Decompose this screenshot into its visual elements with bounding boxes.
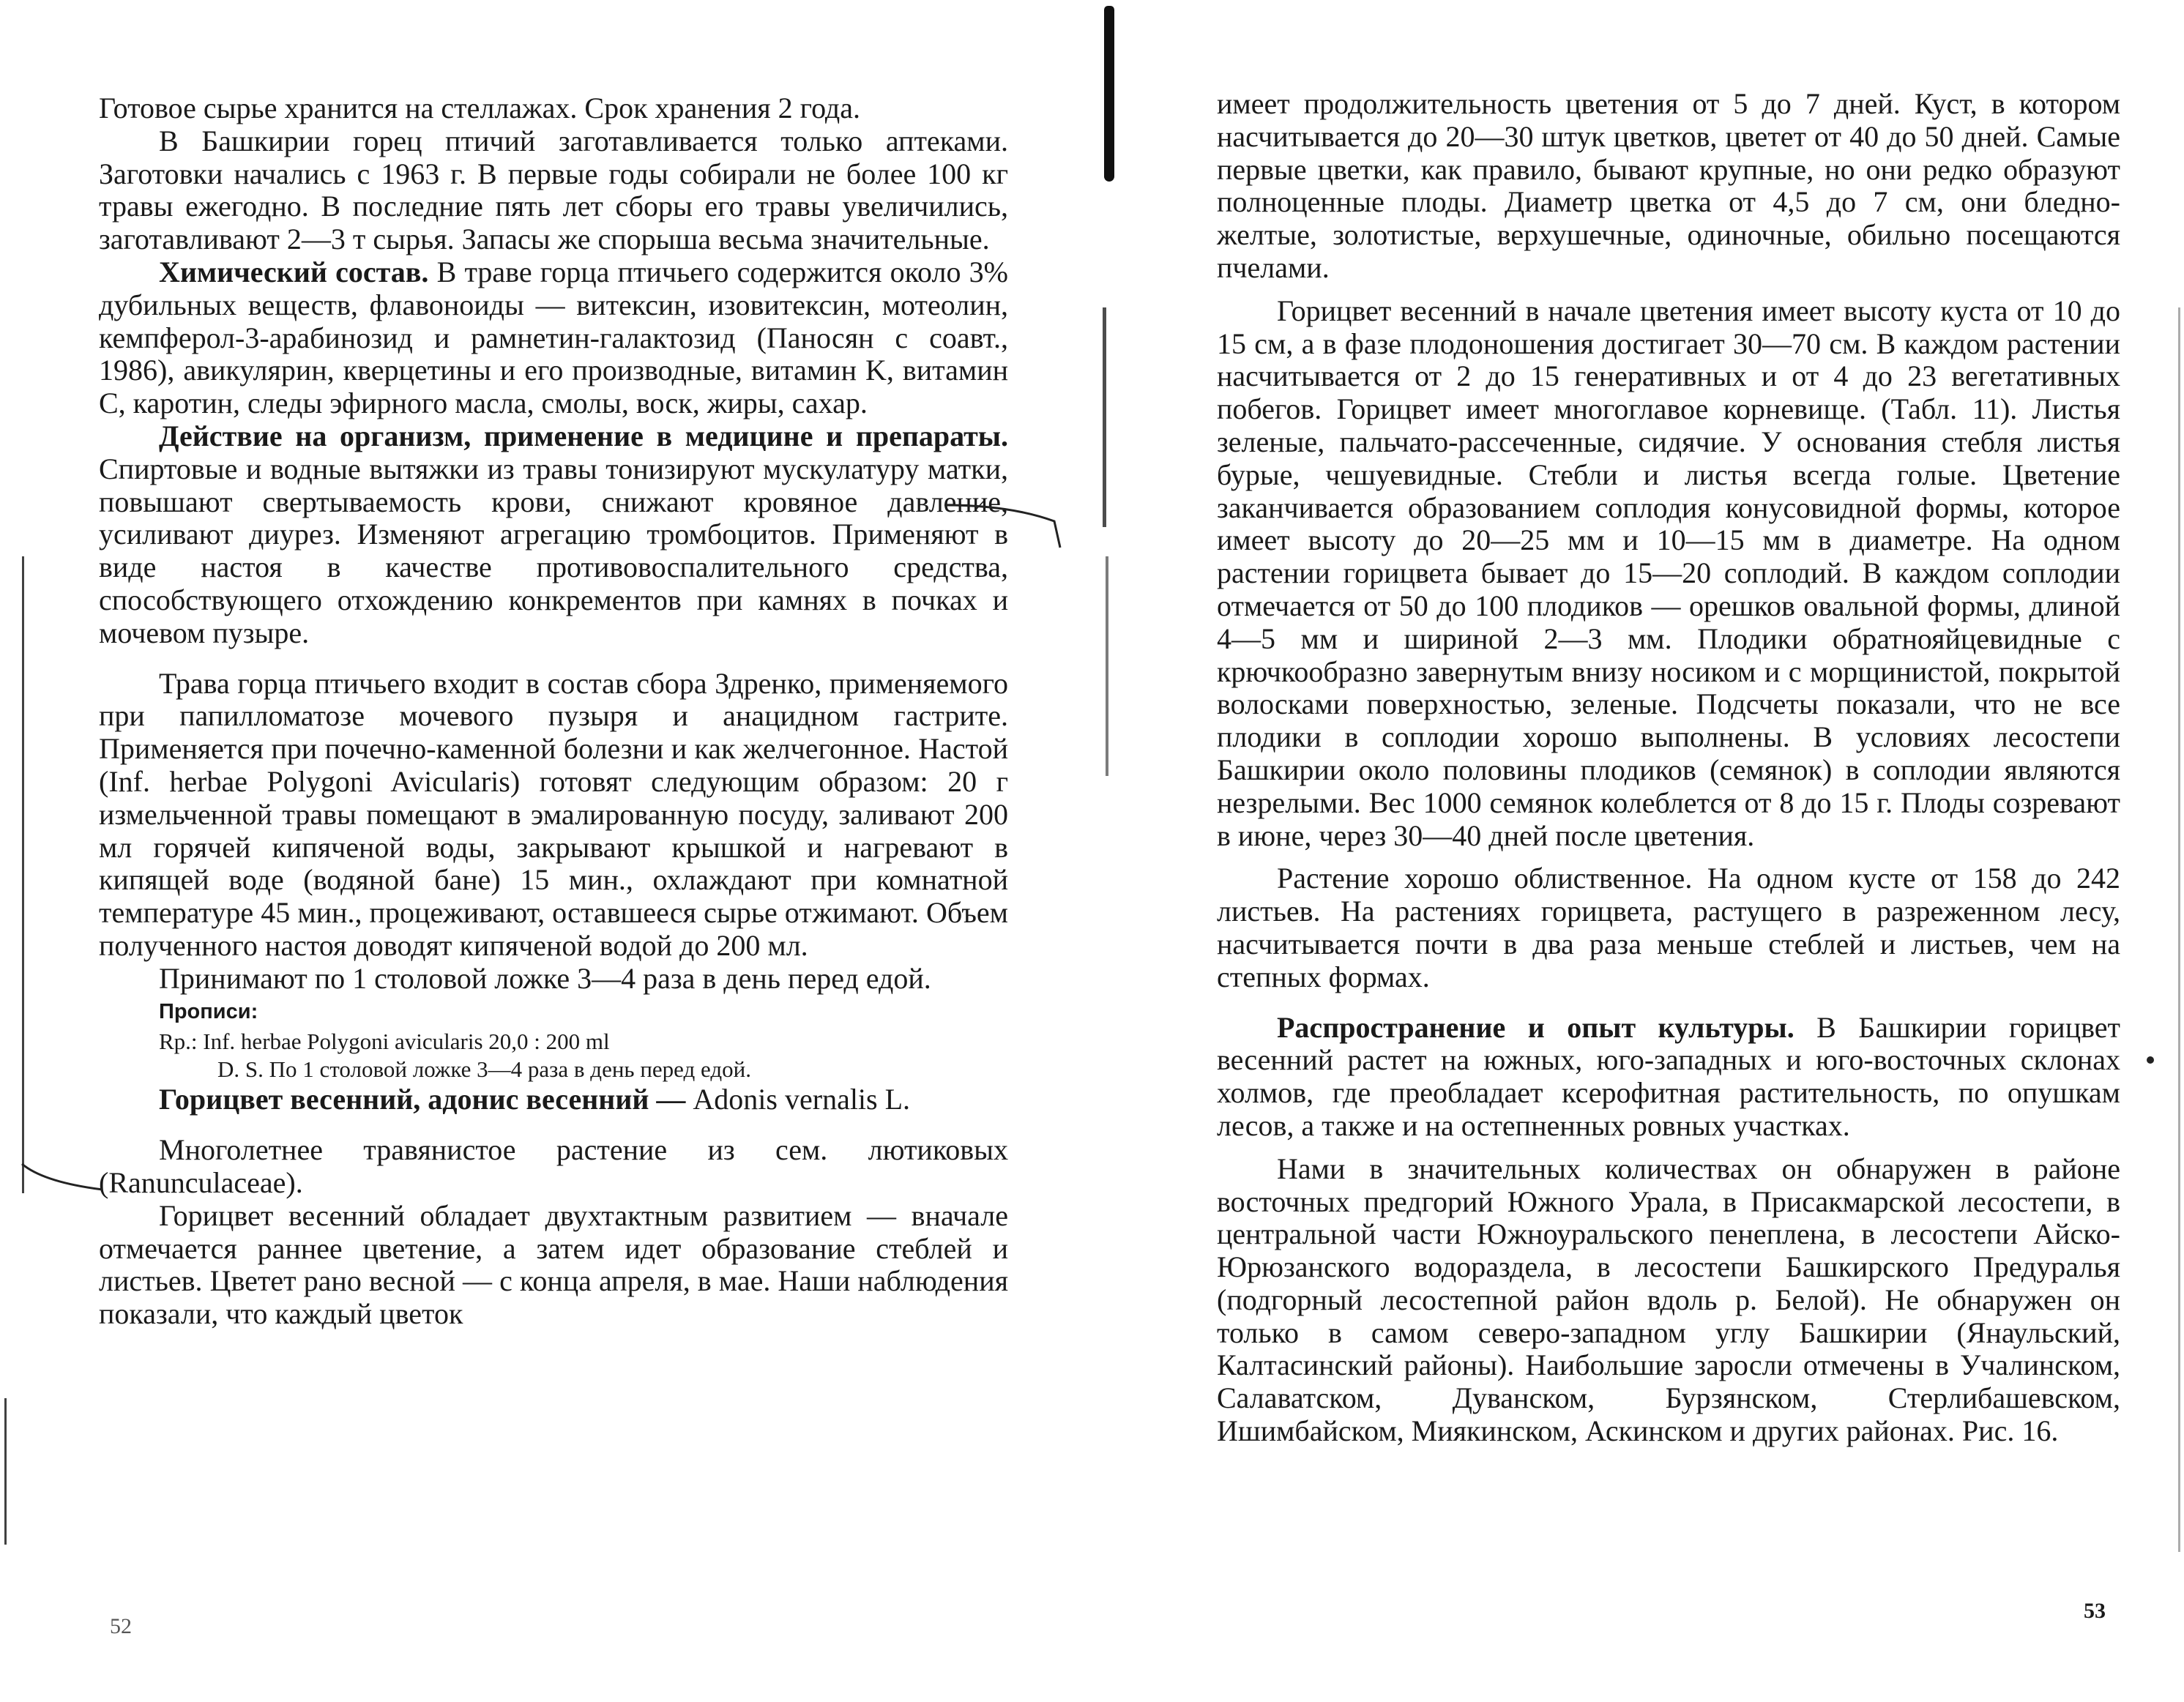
chem-text: В траве горца птичьего содержится около 3% дубильных веществ, флавоноиды — витексин, изовитексин, мотеолин, кемпферол-3-арабинозид и рамнетин-галактозид (Паносян с соавт., 1986), авикулярин, кверцетины и его производные, витамин K, витамин C, каротин, следы эфирного масла, смолы, воск, жиры, сахар. [99,255,1008,420]
rx-line-2: D. S. По 1 столовой ложке 3—4 раза в день перед едой. [217,1056,751,1083]
rx-block [99,1028,1008,1083]
left-page [0,0,1069,1702]
rx-heading: Прописи: [159,999,258,1023]
chem-heading: Химический состав. [159,255,429,288]
pencil-margin-line-lower [4,1398,7,1545]
paragraph-family: Многолетнее травянистое растение из сем. лютиковых (Ranunculaceae). [99,1133,1008,1199]
paragraph-development: Горицвет весенний обладает двухтактным развитием — вначале отмечается раннее цветение, а затем идет образование стеблей и листьев. Цветет рано весной — с конца апреля, в мае. Наши наблюдения показали, что каждый цветок [99,1198,1008,1331]
right-page [1142,0,2184,1702]
rx-line-1: Rp.: Inf. herbae Polygoni avicularis 20,0 : 200 ml [159,1029,610,1055]
paragraph-chemistry [99,256,1008,420]
paragraph-distribution [1217,1012,2120,1143]
paragraph-herb: Трава горца птичьего входит в состав сбора Здренко, применяемого при папилломатозе мочевого пузыря и анацидном гастрите. Применяется при почечно-каменной болезни и как желчегонное. Настой (Inf. herbae Polygoni Avicularis) готовят следующим образом: 20 г измельченной травы помещают в эмалированную посуду, заливают 200 мл горячей кипяченой воды, закрывают крышкой и нагревают в кипящей воде (водяной бане) 15 мин., охлаждают при комнатной температуре 45 мин., процеживают, оставшееся сырье отжимают. Объем полученного настоя доводят кипяченой водой до 200 мл. [99,666,1008,962]
page-number-left: 52 [110,1614,132,1638]
paragraph-leaves: Растение хорошо облиственное. На одном кусте от 158 до 242 листьев. На растениях горицвета, растущего в разреженном лесу, насчитывается почти в два раза меньше стеблей и листьев, чем на степных формах. [1217,862,2120,993]
plant-title [99,1083,1008,1116]
page-edge-line [2178,307,2180,1552]
paragraph-regions: Нами в значительных количествах он обнаружен в районе восточных предгорий Южного Урала, в Присакмарской лесостепи, в центральной части Южноуральского пенеплена, в лесостепи Айско-Юрюзанского водораздела, в лесостепи Башкирского Предуралья (подгорный лесостепной район вдоль р. Белой). Не обнаружен он только в самом северо-западном углу Башкирии (Янаульский, Калтасинский районы). Наибольшие заросли отмечены в Учалинском, Салаватском, Дуванском, Бурзянском, Стерлибашевском, Ишимбайском, Миякинском, Аскинском и других районах. Рис. 16. [1217,1152,2120,1448]
pencil-margin-line [22,556,24,1193]
paragraph-harvest: В Башкирии горец птичий заготавливается только аптеками. Заготовки начались с 1963 г. В первые годы собирали не более 100 кг травы ежегодно. В последние пять лет сборы его травы увеличились, заготавливают 2—3 т сырья. Запасы же спорыша весьма значительные. [99,124,1008,256]
paragraph-height: Горицвет весенний в начале цветения имеет высоту куста от 10 до 15 см, а в фазе плодоношения достигает 30—70 см. В каждом растении насчитывается от 2 до 15 генеративных и от 4 до 23 вегетативных побегов. Горицвет имеет многоглавое корневище. (Табл. 11). Листья зеленые, пальчато-рассеченные, сидячие. У основания стебля листья бурые, чешуевидные. Стебли и листья всегда голые. Цветение заканчивается образованием соплодия конусовидной формы, которое имеет высоту до 20—25 мм и 10—15 мм в диаметре. На одном растении горицвета бывает до 15—20 соплодий. В каждом соплодии отмечается от 50 до 100 плодиков — орешков овальной формы, длиной 4—5 мм и шириной 2—3 мм. Плодики обратнояйцевидные с крючкообразно завернутым внизу носиком и с морщинистой, покрытой волосками поверхностью, зеленые. Подсчеты показали, что не все плодики в соплодии хорошо выполнены. В условиях лесостепи Башкирии около половины плодиков (семянок) в соплодии являются незрелыми. Вес 1000 семянок колеблется от 8 до 15 г. Плоды созревают в июне, через 30—40 дней после цветения. [1217,294,2120,852]
paragraph-dose: Принимают по 1 столовой ложке 3—4 раза в день перед едой. [159,961,931,995]
action-heading: Действие на организм, применение в медицине и препараты. [159,419,1008,452]
plant-title-latin: Adonis vernalis L. [693,1083,911,1116]
gutter-shadow-mark [1104,6,1114,182]
action-text: Спиртовые и водные вытяжки из травы тонизируют мускулатуру матки, повышают свертываемость крови, снижают кровяное давление, усиливают диурез. Изменяют агрегацию тромбоцитов. Применяют в виде настоя в качестве противовоспалительного средства, способствующего отхождению конкрементов при камнях в почках и мочевом пузыре. [99,452,1008,649]
gutter-shadow-line [1103,307,1106,527]
page-number-right: 53 [2084,1599,2106,1623]
plant-title-ru: Горицвет весенний, адонис весенний — [159,1083,693,1116]
dist-text: В Башкирии горицвет весенний растет на южных, юго-западных и юго-восточных склонах холмов, где преобладает ксерофитная растительность, по опушкам лесов, а также и на остепненных ровных участках. [1217,1010,2121,1142]
dist-heading: Распространение и опыт культуры. [1277,1010,1794,1044]
gutter-shadow-line-lower [1106,556,1108,776]
right-page-text [1217,88,2120,1448]
paragraph-action [99,420,1008,650]
paragraph-storage: Готовое сырье хранится на стеллажах. Срок хранения 2 года. [99,92,861,124]
paragraph-flowering: имеет продолжительность цветения от 5 до 7 дней. Куст, в котором насчитывается до 20—30 штук цветков, цветет от 40 до 50 дней. Самые первые цветки, как правило, бывают крупные, но они редко образуют полноценные плоды. Диаметр цветка от 4,5 до 7 см, они бледно-желтые, золотистые, верхушечные, одиночные, обильно посещаются пчелами. [1217,87,2120,284]
left-page-text [99,92,1008,1331]
